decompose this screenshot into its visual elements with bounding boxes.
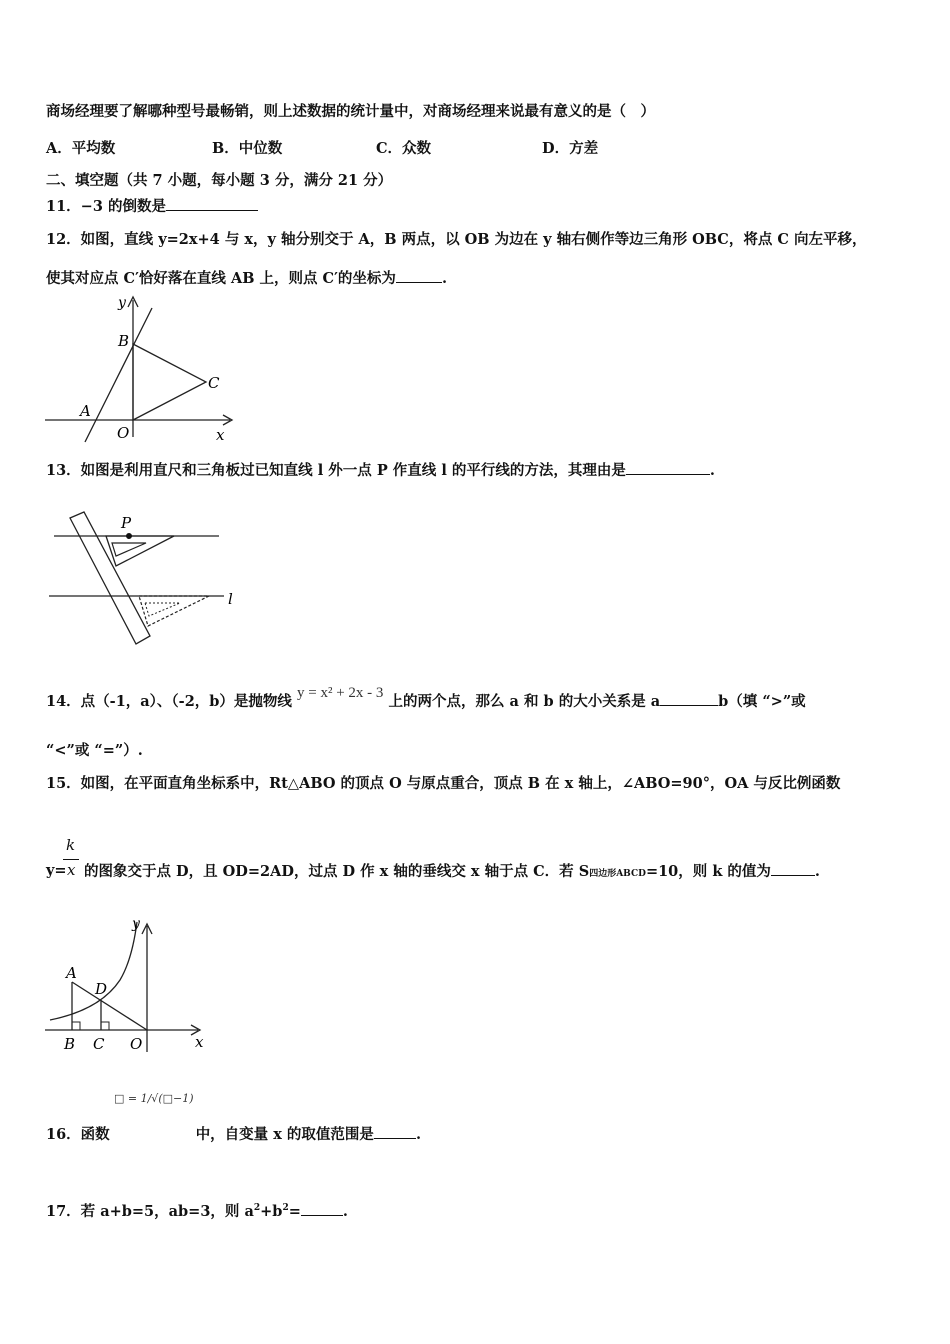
q14-text-a: 14．点（-1，a）、（-2，b）是抛物线 — [46, 693, 292, 710]
q15-y-label: y= — [46, 862, 67, 879]
q14-line2: “<”或 “=”）. — [46, 742, 143, 759]
q15-line1: 15．如图，在平面直角坐标系中，Rt△ABO 的顶点 O 与原点重合，顶点 B 在 x 轴上，∠ABO=90°，OA 与反比例函数 — [46, 775, 841, 792]
q12-answer-blank — [396, 268, 442, 283]
q12-label-o: O — [117, 424, 130, 442]
q14-answer-blank — [660, 691, 718, 706]
q12-triangle-obc — [133, 344, 206, 420]
q13-text: 13．如图是利用直尺和三角板过已知直线 l 外一点 P 作直线 l 的平行线的方法，其理由是 — [46, 462, 626, 479]
q13-label-p: P — [121, 514, 132, 532]
q12-line1: 12．如图，直线 y=2x+4 与 x，y 轴分别交于 A，B 两点，以 OB 为边在 y 轴右侧作等边三角形 OBC，将点 C 向左平移， — [46, 231, 867, 248]
q15-text-a: 的图象交于点 D，且 OD=2AD，过点 D 作 x 轴的垂线交 x 轴于点 C．若 S — [84, 863, 590, 880]
q13-triangle-solid — [106, 536, 174, 566]
q14-line1 — [46, 685, 806, 712]
q13-point-p — [126, 533, 132, 539]
q16-text-a: 16．函数 — [46, 1126, 110, 1143]
q12-period: . — [441, 270, 447, 287]
q13-triangle-dashed-inner — [145, 603, 180, 616]
q10-option-a: A．平均数 — [46, 140, 116, 157]
q14-formula: y = x² + 2x - 3 — [297, 685, 384, 701]
q17-period: . — [342, 1202, 348, 1220]
q15-label-c: C — [93, 1035, 105, 1053]
q17-sup-a: 2 — [253, 1203, 261, 1213]
q15-subscript: 四边形ABCD — [589, 869, 646, 879]
q12-text: 使其对应点 C′恰好落在直线 AB 上，则点 C′的坐标为 — [46, 270, 396, 287]
q15-frac-numerator: k — [66, 836, 76, 854]
q15-label-x: x — [195, 1033, 204, 1051]
q15-right-angle-b — [72, 1022, 80, 1030]
q12-label-a: A — [80, 402, 91, 420]
q16-text-b: 中，自变量 x 的取值范围是 — [195, 1126, 374, 1143]
q17-text-a: 17．若 a+b=5，ab=3，则 a — [46, 1202, 254, 1220]
q12-figure — [40, 292, 250, 447]
section-title: 二、填空题（共 7 小题，每小题 3 分，满分 21 分） — [46, 172, 393, 189]
q15-frac-denominator: x — [67, 861, 76, 879]
q14-text-b: 上的两个点，那么 a 和 b 的大小关系是 a — [388, 693, 661, 710]
q17-text-c: = — [288, 1202, 301, 1220]
q15-text-b: =10，则 k 的值为 — [645, 863, 771, 880]
q12-line2 — [46, 268, 447, 289]
q13-triangle-dashed — [139, 596, 209, 626]
q14-text-c: b（填 “>”或 — [718, 693, 806, 710]
q17 — [46, 1198, 348, 1222]
q12-label-y: y — [118, 295, 126, 311]
q16-period: . — [415, 1126, 421, 1143]
q16-answer-blank — [374, 1124, 416, 1139]
q15-right-angle-c — [101, 1022, 109, 1030]
q15-label-y: y — [132, 916, 140, 932]
q12-label-c: C — [208, 374, 220, 392]
q13-figure — [44, 504, 254, 654]
q16-formula: □ = 1/√(□−1) — [114, 1092, 194, 1105]
q13 — [46, 460, 715, 481]
q15-frac-bar — [63, 859, 79, 860]
q12-label-b: B — [118, 332, 130, 350]
q11-text: 11．−3 的倒数是 — [46, 198, 166, 215]
q16 — [46, 1124, 421, 1145]
q11-answer-blank — [166, 196, 258, 211]
q15-label-a: A — [66, 964, 77, 982]
q15-label-d: D — [95, 980, 108, 998]
q10-option-c: C．众数 — [376, 140, 432, 157]
q15-line2 — [84, 861, 820, 884]
q15-hyperbola — [50, 922, 137, 1020]
q17-sup-b: 2 — [282, 1203, 289, 1213]
q10-option-d: D．方差 — [542, 140, 599, 157]
q13-label-l: l — [228, 590, 233, 608]
q12-line-ab — [85, 308, 152, 442]
q15-label-o: O — [130, 1035, 143, 1053]
q10-option-b: B．中位数 — [212, 140, 283, 157]
q13-triangle-solid-inner — [112, 543, 146, 556]
q17-answer-blank — [301, 1201, 343, 1216]
q15-figure — [40, 912, 215, 1057]
q13-ruler — [70, 512, 150, 644]
q10-stem: 商场经理要了解哪种型号最畅销，则上述数据的统计量中，对商场经理来说最有意义的是（ ） — [46, 103, 655, 120]
q12-label-x: x — [216, 426, 225, 444]
q15-answer-blank — [771, 861, 815, 876]
q13-period: . — [709, 462, 715, 479]
q15-label-b: B — [64, 1035, 76, 1053]
q17-text-b: +b — [260, 1202, 283, 1220]
q15-period: . — [814, 863, 820, 880]
q13-answer-blank — [626, 460, 710, 475]
q11 — [46, 196, 258, 217]
